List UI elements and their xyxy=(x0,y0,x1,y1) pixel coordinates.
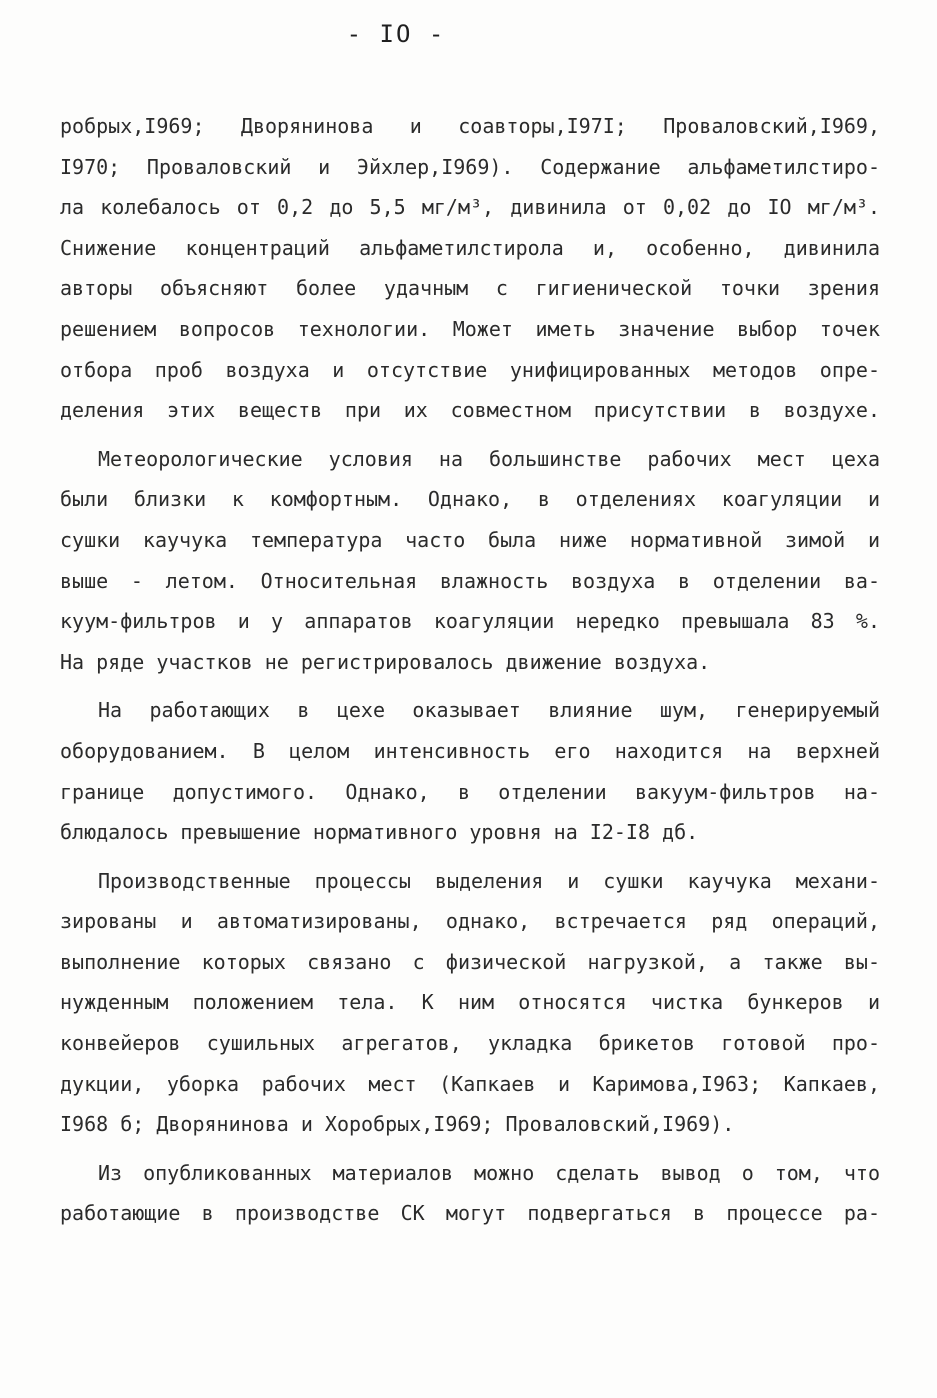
text-line: сушки каучука температура часто была ниже нормативной зимой и xyxy=(60,527,880,552)
text-line: отбора проб воздуха и отсутствие унифицированных методов опре- xyxy=(60,357,880,382)
text-line: На работающих в цехе оказывает влияние шум, генерируемый xyxy=(98,698,880,723)
text-line: робрых,I969; Дворянинова и соавторы,I97I; Проваловский,I969, xyxy=(60,114,880,138)
text-line: Снижение концентраций альфаметилстирола и, особенно, дивинила xyxy=(60,235,880,260)
text-line: конвейеров сушильных агрегатов, укладка брикетов готовой про- xyxy=(60,1031,880,1056)
text-line: нужденным положением тела. К ним относятся чистка бункеров и xyxy=(60,990,880,1015)
text-line: авторы объясняют более удачным с гигиенической точки зрения xyxy=(60,276,880,301)
text-line: На ряде участков не регистрировалось движение воздуха. xyxy=(60,649,711,674)
text-line: I970; Проваловский и Эйхлер,I969). Содержание альфаметилстиро- xyxy=(60,154,880,179)
text-line: Из опубликованных материалов можно сделать вывод о том, что xyxy=(98,1160,880,1185)
text-line: выше - летом. Относительная влажность воздуха в отделении ва- xyxy=(60,568,880,593)
text-line: дукции, уборка рабочих мест (Капкаев и Каримова,I963; Капкаев, xyxy=(60,1071,880,1096)
text-line: решением вопросов технологии. Может иметь значение выбор точек xyxy=(60,316,880,341)
text-line: ла колебалось от 0,2 до 5,5 мг/м³, дивинила от 0,02 до IO мг/м³. xyxy=(60,195,880,220)
text-line: границе допустимого. Однако, в отделении вакуум-фильтров на- xyxy=(60,779,880,804)
text-line: I968 б; Дворянинова и Хоробрых,I969; Проваловский,I969). xyxy=(60,1112,735,1137)
text-line: куум-фильтров и у аппаратов коагуляции нередко превышала 83 %. xyxy=(60,609,880,634)
text-line: были близки к комфортным. Однако, в отделениях коагуляции и xyxy=(60,487,880,512)
page-number: - IO - xyxy=(346,20,446,48)
text-line: блюдалось превышение нормативного уровня на I2-I8 дб. xyxy=(60,820,699,845)
text-line: работающие в производстве СК могут подвергаться в процессе ра- xyxy=(60,1201,880,1226)
text-line: зированы и автоматизированы, однако, встречается ряд операций, xyxy=(60,909,880,934)
text-line: оборудованием. В целом интенсивность его находится на верхней xyxy=(60,738,880,763)
text-line: выполнение которых связано с физической нагрузкой, а также вы- xyxy=(60,949,880,974)
text-line: деления этих веществ при их совместном присутствии в воздухе. xyxy=(60,398,880,423)
body-text xyxy=(60,106,880,1234)
text-line: Метеорологические условия на большинстве рабочих мест цеха xyxy=(98,446,880,471)
text-line: Производственные процессы выделения и сушки каучука механи- xyxy=(98,868,880,893)
